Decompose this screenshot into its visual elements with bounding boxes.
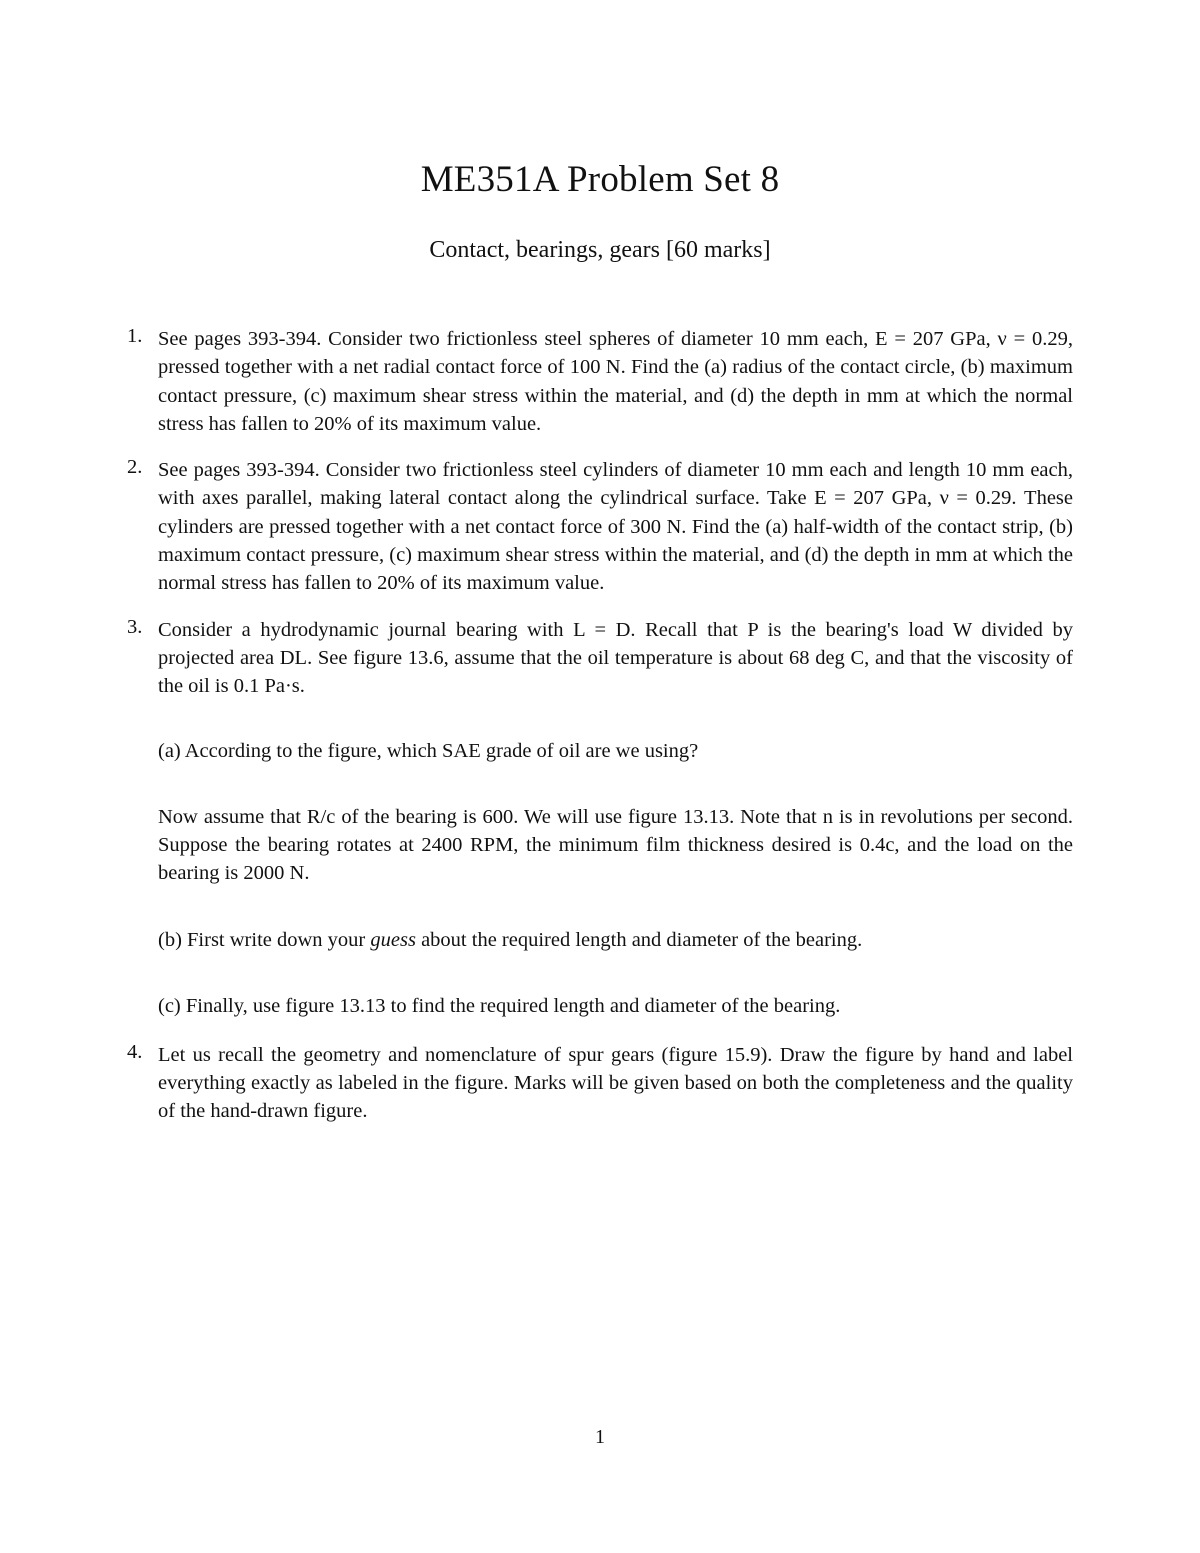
problem-item <box>127 616 1073 1021</box>
part-b-before: (b) First write down your <box>158 928 371 951</box>
problem-part-c: (c) Finally, use figure 13.13 to find the required length and diameter of the bearing. <box>158 995 841 1018</box>
problem-text: See pages 393-394. Consider two frictionless steel spheres of diameter 10 mm each, E = 207 GPa, ν = 0.29, pressed together with a net radial contact force of 100 N. Find the (a) radius of the contact circle, (b) maximum contact pressure, (c) maximum shear stress within the material, and (d) the depth in mm at which the normal stress has fallen to 20% of its maximum value. <box>158 328 1073 435</box>
page-subtitle: Contact, bearings, gears [60 marks] <box>429 237 771 263</box>
problem-text: See pages 393-394. Consider two frictionless steel cylinders of diameter 10 mm each and length 10 mm each, with axes parallel, making lateral contact along the cylindrical surface. Take E = 207 GPa, ν = 0.29. These cylinders are pressed together with a net contact force of 300 N. Find the (a) half-width of the contact strip, (b) maximum contact pressure, (c) maximum shear stress within the material, and (d) the depth in mm at which the normal stress has fallen to 20% of its maximum value. <box>158 459 1073 595</box>
problem-part-b <box>158 926 1073 954</box>
problem-item <box>127 325 1073 438</box>
problem-list <box>127 325 1073 1126</box>
page-number: 1 <box>595 1426 605 1448</box>
problem-number: 4. <box>127 1040 143 1063</box>
problem-number: 1. <box>127 325 143 347</box>
problem-item <box>127 1041 1073 1126</box>
problem-text: Let us recall the geometry and nomenclature of spur gears (figure 15.9). Draw the figure by hand and label everything exactly as labeled in the figure. Marks will be given based on both the completeness and the quality of the hand-drawn figure. <box>158 1043 1073 1123</box>
problem-number: 2. <box>127 456 143 479</box>
problem-number: 3. <box>127 615 143 638</box>
part-b-emphasis: guess <box>370 928 416 951</box>
page-title: ME351A Problem Set 8 <box>420 159 780 200</box>
problem-item <box>127 456 1073 597</box>
problem-part-a: (a) According to the figure, which SAE grade of oil are we using? <box>158 739 699 762</box>
part-b-after: about the required length and diameter of the bearing. <box>415 928 863 951</box>
problem-text: Consider a hydrodynamic journal bearing with L = D. Recall that P is the bearing's load W divided by projected area DL. See figure 13.6, assume that the oil temperature is about 68 deg C, and that the viscosity of the oil is 0.1 Pa·s. <box>158 618 1073 698</box>
problem-middle-text: Now assume that R/c of the bearing is 600. We will use figure 13.13. Note that n is in revolutions per second. Suppose the bearing rotates at 2400 RPM, the minimum film thickness desired is 0.4c, and the load on the bearing is 2000 N. <box>158 805 1073 885</box>
